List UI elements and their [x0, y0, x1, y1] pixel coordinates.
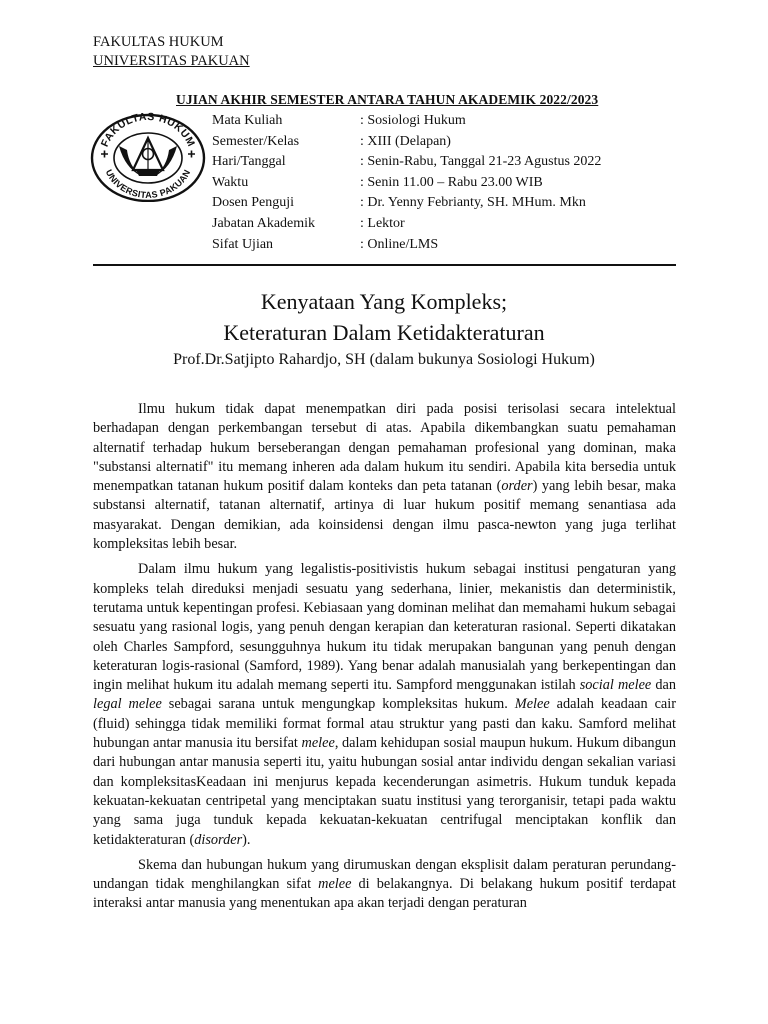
info-label: Sifat Ujian [212, 236, 274, 252]
logo-bottom-text: UNIVERSITAS PAKUAN [103, 167, 193, 201]
logo-top-text: FAKULTAS HUKUM [98, 110, 198, 149]
header-divider [93, 264, 676, 266]
university-name: UNIVERSITAS PAKUAN [93, 53, 250, 69]
info-value: : Online/LMS [360, 236, 439, 252]
info-row-examiner [212, 193, 601, 214]
exam-info [212, 111, 601, 255]
article-title-line2: Keteraturan Dalam Ketidakteraturan [223, 320, 545, 345]
info-row-semester [212, 132, 601, 153]
info-value: : Dr. Yenny Febrianty, SH. MHum. Mkn [360, 195, 586, 211]
article-body [93, 400, 676, 920]
paragraph-1: Ilmu hukum tidak dapat menempatkan diri pada posisi terisolasi secara intelektual berhadapan dengan perkembangan tersebut di atas. Apabila dikembangkan suatu pemahaman alternatif terhadap hukum berseberangan dengan pemahaman profesional yang dominan, maka "substansi alternatif" itu memang inheren ada dalam hukum itu sendiri. Apabila kita bersedia untuk menempatkan tatanan hukum positif dalam konteks dan peta tatanan (order) yang lebih besar, maka substansi alternatif, tatanan alternatif, artinya di luar hukum positif memang senantiasa ada masyarakat. Dengan demikian, ada koinsidensi dengan ilmu pasca-newton yang juga terlihat kompleksitas lebih besar. [93, 401, 676, 553]
info-value: : Sosiologi Hukum [360, 113, 466, 128]
info-label: Jabatan Akademik [212, 215, 316, 231]
info-row-date [212, 152, 601, 173]
exam-title: UJIAN AKHIR SEMESTER ANTARA TAHUN AKADEMIK 2022/2023 [176, 92, 599, 107]
info-label: Mata Kuliah [212, 113, 283, 128]
info-value: : XIII (Delapan) [360, 133, 451, 149]
info-row-time [212, 173, 601, 194]
info-row-rank [212, 214, 601, 235]
faculty-seal-icon [89, 110, 207, 202]
info-label: Hari/Tanggal [212, 154, 286, 170]
info-value: : Lektor [360, 215, 405, 231]
paragraph-3: Skema dan hubungan hukum yang dirumuskan dengan eksplisit dalam peraturan perundang-undangan tidak menghilangkan sifat melee di belakangnya. Di belakang hukum positif terdapat interaksi antar manusia yang menentukan apa akan terjadi dengan peraturan [93, 856, 676, 912]
article-title-line1: Kenyataan Yang Kompleks; [260, 289, 508, 314]
info-label: Semester/Kelas [212, 133, 300, 149]
info-value: : Senin 11.00 – Rabu 23.00 WIB [360, 174, 543, 190]
info-label: Dosen Penguji [212, 195, 295, 211]
article-title [0, 286, 768, 348]
paragraph-2: Dalam ilmu hukum yang legalistis-positivistis hukum sebagai institusi pengaturan yang kompleks telah direduksi menjadi sesuatu yang sederhana, linier, mekanistis dan deterministik, terutama untuk kepentingan profesi. Kebiasaan yang dominan melihat dan memahami hukum sebagai sesuatu yang rasional logis, yang penuh dengan kerapian dan keteraturan rasional. Seperti dikatakan oleh Charles Sampford, sesungguhnya hukum itu tidak merupakan bangunan yang penuh dengan keteraturan logis-rasional (Samford, 1989). Yang benar adalah manusialah yang berkepentingan dan ingin melihat hukum itu adalah memang seperti itu. Sampford menggunakan istilah social melee dan legal melee sebagai sarana untuk mengungkap kompleksitas hukum. Melee adalah keadaan cair (fluid) sehingga tidak memiliki format formal atau struktur yang pasti dan kaku. Samford melihat hubungan antar manusia itu bersifat melee, dalam kehidupan sosial maupun hukum. Hukum dibangun dari hubungan antar manusia seperti itu, yaitu hubungan sosial antar individu dengan sekalian variasi dan kompleksitasKeadaan ini menjurus kepada kecenderungan asimetris. Hukum tunduk kepada kekuatan-kekuatan centripetal yang menciptakan suatu institusi yang terorganisir, tetapi pada waktu yang sama juga tunduk kepada kekuatan-kekuatan centrifugal menciptakan konflik dan ketidakteraturan (disorder). [93, 561, 677, 848]
info-row-course [212, 111, 601, 132]
article-subtitle: Prof.Dr.Satjipto Rahardjo, SH (dalam bukunya Sosiologi Hukum) [173, 351, 595, 368]
faculty-header [93, 33, 250, 71]
info-value: : Senin-Rabu, Tanggal 21-23 Agustus 2022 [360, 154, 602, 170]
faculty-name: FAKULTAS HUKUM [93, 34, 224, 50]
info-label: Waktu [212, 174, 249, 190]
info-row-mode [212, 235, 601, 256]
